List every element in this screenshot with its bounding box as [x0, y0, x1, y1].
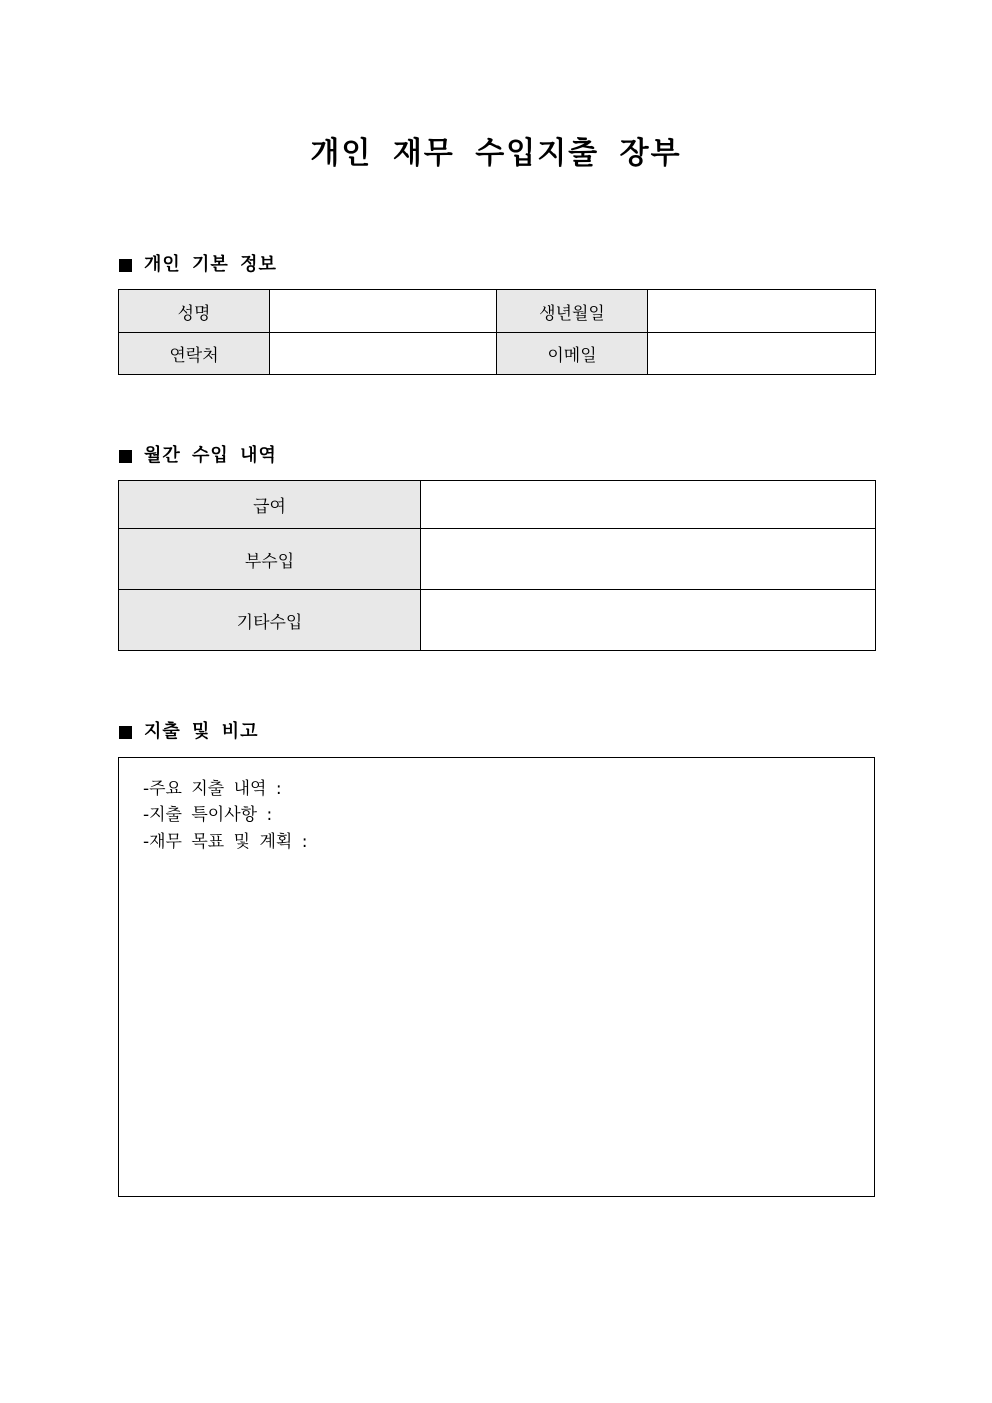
section-heading-expense — [119, 720, 258, 744]
section-title: 지출 및 비고 — [144, 721, 259, 742]
name-field[interactable] — [270, 290, 497, 333]
other-income-field[interactable] — [421, 590, 876, 651]
side-income-field[interactable] — [421, 529, 876, 590]
square-bullet-icon — [119, 726, 132, 739]
financial-goal-line: -재무 목표 및 계획 : — [143, 832, 308, 852]
birthdate-label: 생년월일 — [497, 290, 648, 333]
basic-info-table — [118, 289, 876, 375]
salary-label: 급여 — [119, 481, 421, 529]
email-field[interactable] — [648, 333, 876, 375]
other-income-label: 기타수입 — [119, 590, 421, 651]
section-title: 월간 수입 내역 — [144, 445, 277, 466]
side-income-label: 부수입 — [119, 529, 421, 590]
main-expense-line: -주요 지출 내역 : — [143, 779, 282, 799]
table-row — [119, 481, 876, 529]
section-heading-basic-info — [119, 253, 277, 277]
section-heading-income — [119, 444, 277, 468]
salary-field[interactable] — [421, 481, 876, 529]
table-row — [119, 590, 876, 651]
expense-notes-box[interactable] — [118, 757, 875, 1197]
square-bullet-icon — [119, 259, 132, 272]
table-row — [119, 529, 876, 590]
table-row — [119, 290, 876, 333]
table-row — [119, 333, 876, 375]
birthdate-field[interactable] — [648, 290, 876, 333]
contact-label: 연락처 — [119, 333, 270, 375]
name-label: 성명 — [119, 290, 270, 333]
income-table — [118, 480, 876, 651]
section-title: 개인 기본 정보 — [144, 254, 277, 275]
square-bullet-icon — [119, 450, 132, 463]
expense-notes-line: -지출 특이사항 : — [143, 805, 273, 825]
email-label: 이메일 — [497, 333, 648, 375]
contact-field[interactable] — [270, 333, 497, 375]
page-title: 개인 재무 수입지출 장부 — [310, 136, 682, 171]
